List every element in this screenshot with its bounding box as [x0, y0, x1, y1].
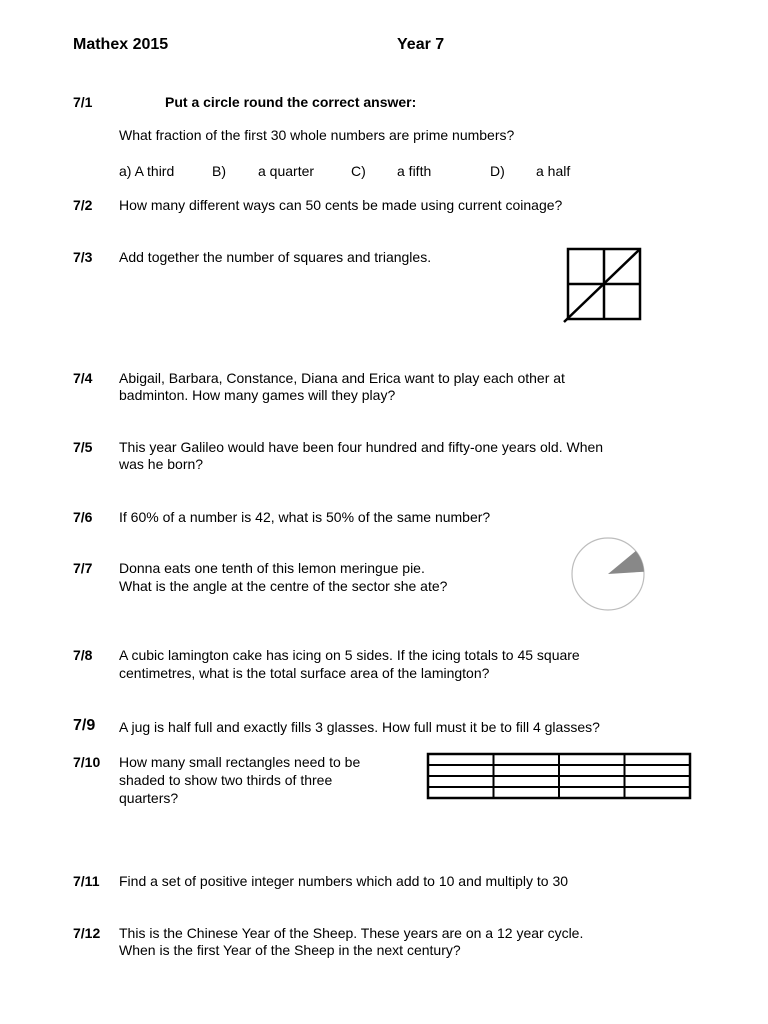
squares-triangles-figure	[560, 245, 646, 325]
year-label: Year 7	[397, 36, 445, 53]
pie-figure	[568, 537, 648, 613]
question-text: Find a set of positive integer numbers which add to 10 and multiply to 30	[119, 873, 569, 889]
question-text-line: What is the angle at the centre of the sector she ate?	[119, 578, 448, 594]
page-title: Mathex 2015	[73, 36, 169, 53]
option-c-label: C)	[351, 163, 366, 179]
question-number: 7/8	[73, 647, 93, 663]
question-text: What fraction of the first 30 whole numbers are prime numbers?	[119, 127, 515, 143]
option-d-label: D)	[490, 163, 505, 179]
question-text-line: When is the first Year of the Sheep in the next century?	[119, 942, 461, 958]
option-a: a) A third	[119, 163, 175, 179]
option-b-label: B)	[212, 163, 226, 179]
question-text-line: quarters?	[119, 790, 179, 806]
question-text-line: Donna eats one tenth of this lemon meringue pie.	[119, 560, 425, 576]
question-number: 7/2	[73, 197, 93, 213]
question-number: 7/7	[73, 560, 93, 576]
question-text-line: A cubic lamington cake has icing on 5 sides. If the icing totals to 45 square	[119, 647, 580, 663]
question-number: 7/12	[73, 925, 101, 941]
question-text-line: Abigail, Barbara, Constance, Diana and Erica want to play each other at	[119, 370, 565, 386]
question-text: If 60% of a number is 42, what is 50% of the same number?	[119, 509, 491, 525]
question-instruction: Put a circle round the correct answer:	[165, 94, 417, 110]
rectangle-grid-figure	[426, 752, 694, 800]
question-text-line: was he born?	[119, 456, 204, 472]
question-text: A jug is half full and exactly fills 3 glasses. How full must it be to fill 4 glasses?	[119, 719, 600, 735]
option-c: a fifth	[397, 163, 432, 179]
question-text: Add together the number of squares and triangles.	[119, 249, 432, 265]
question-number: 7/1	[73, 94, 93, 110]
question-text-line: This is the Chinese Year of the Sheep. These years are on a 12 year cycle.	[119, 925, 584, 941]
question-number: 7/3	[73, 249, 93, 265]
option-d: a half	[536, 163, 571, 179]
option-b: a quarter	[258, 163, 315, 179]
question-text-line: badminton. How many games will they play?	[119, 387, 396, 403]
question-text-line: This year Galileo would have been four hundred and fifty-one years old. When	[119, 439, 604, 455]
question-number: 7/11	[73, 873, 100, 889]
question-number: 7/5	[73, 439, 93, 455]
question-text-line: centimetres, what is the total surface area of the lamington?	[119, 665, 490, 681]
question-number: 7/9	[73, 717, 96, 734]
question-number: 7/6	[73, 509, 93, 525]
question-number: 7/10	[73, 754, 101, 770]
question-number: 7/4	[73, 370, 93, 386]
question-text-line: shaded to show two thirds of three	[119, 772, 333, 788]
question-text-line: How many small rectangles need to be	[119, 754, 361, 770]
question-text: How many different ways can 50 cents be made using current coinage?	[119, 197, 563, 213]
